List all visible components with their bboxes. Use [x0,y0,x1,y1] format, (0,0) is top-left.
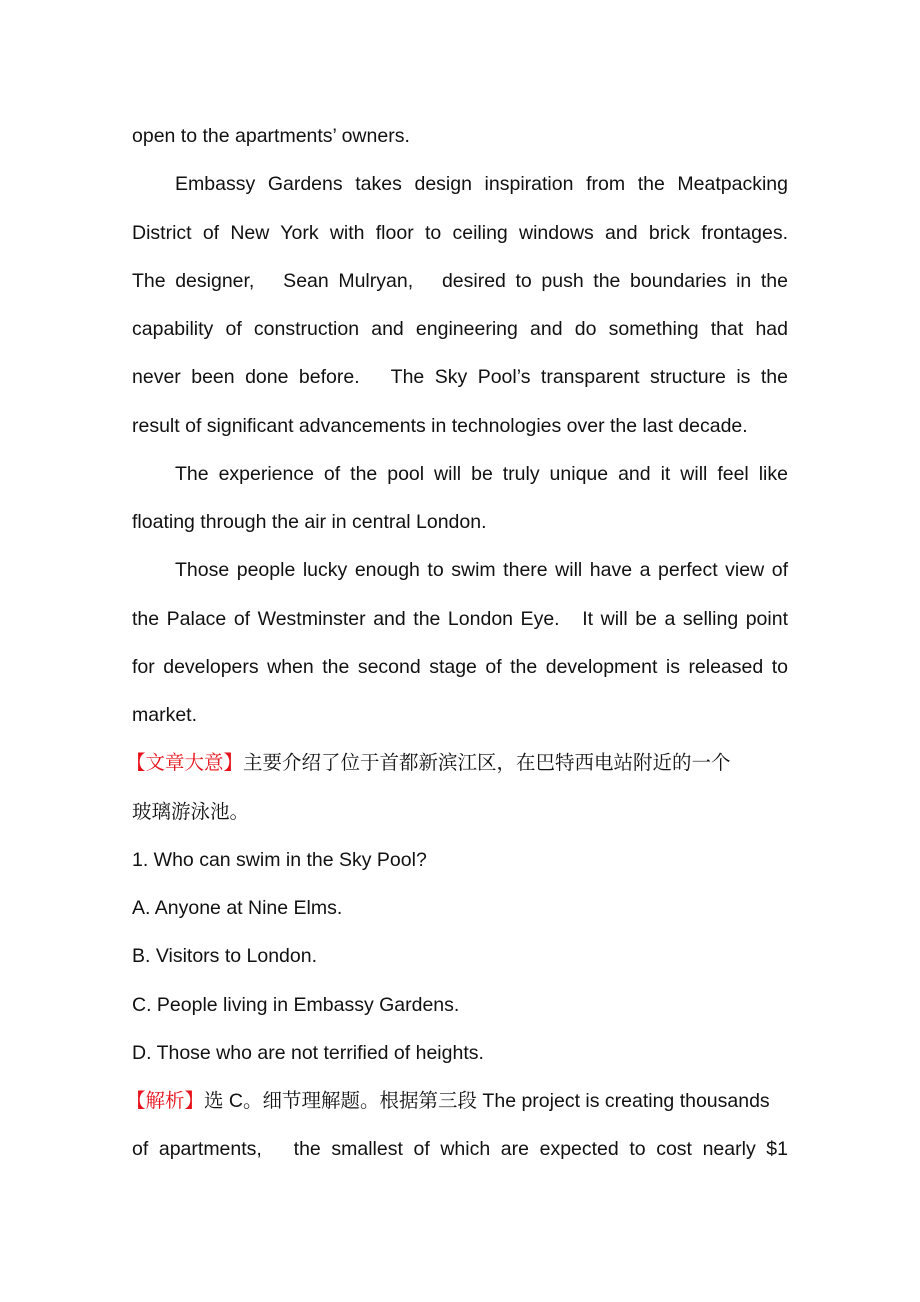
option-c: C. People living in Embassy Gardens. [132,993,460,1016]
analysis-text: 选 C。细节理解题。根据第三段 The project is creating thousands [204,1090,770,1112]
summary-text: 主要介绍了位于首都新滨江区，在巴特西电站附近的一个 [243,752,731,775]
passage-line: market. [132,704,198,726]
passage-line: Those people lucky enough to swim there will have a perfect view of [175,559,788,582]
passage-line: Embassy Gardens takes design inspiration from the Meatpacking [175,173,788,196]
option-d: D. Those who are not terrified of heights. [132,1041,484,1064]
passage-line: the Palace of Westminster and the London Eye. It will be a selling point [132,607,788,630]
summary-tag: 【文章大意】 [126,752,244,775]
passage-line: capability of construction and engineering and do something that had [132,318,788,340]
analysis-line: of apartments, the smallest of which are expected to cost nearly $1 [132,1138,788,1161]
question-stem: 1. Who can swim in the Sky Pool? [132,848,427,871]
passage-line: District of New York with floor to ceiling windows and brick frontages. [132,221,788,244]
analysis-tag: 【解析】 [126,1090,205,1112]
passage-line: result of significant advancements in technologies over the last decade. [132,414,748,437]
passage-line: never been done before. The Sky Pool’s transparent structure is the [132,366,788,389]
passage-line: for developers when the second stage of the development is released to [132,655,788,678]
passage-line: floating through the air in central London. [132,511,487,533]
option-b: B. Visitors to London. [132,945,318,968]
passage-line: The designer, Sean Mulryan, desired to push the boundaries in the [132,269,788,292]
analysis-line [126,1077,788,1125]
document-page [126,112,788,1174]
option-a: A. Anyone at Nine Elms. [132,897,343,919]
passage-line: open to the apartments’ owners. [132,125,410,147]
passage-line: The experience of the pool will be truly unique and it will feel like [175,462,788,485]
summary-line: 玻璃游泳池。 [132,800,250,823]
summary-line [126,739,788,787]
